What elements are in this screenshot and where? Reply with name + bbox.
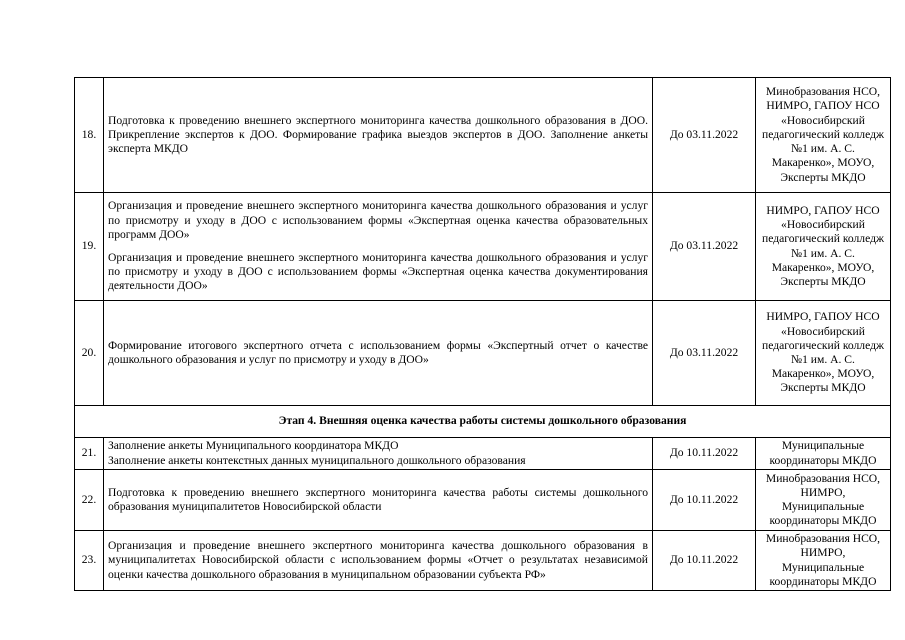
task-text: Организация и проведение внешнего экспертного мониторинга качества дошкольного образования в муниципалитетах Новосибирской области с использованием формы «Отчет о результатах независимой оценки качества дошкольного образования в муниципальном образовании субъекта РФ» [108, 539, 648, 581]
row-number: 21. [75, 438, 104, 470]
row-number: 18. [75, 78, 104, 193]
table-row [75, 301, 891, 406]
table-row [75, 531, 891, 591]
deadline-cell: До 03.11.2022 [653, 193, 756, 301]
task-text: Организация и проведение внешнего экспертного мониторинга качества дошкольного образования и услуг по присмотру и уходу в ДОО с использованием формы «Экспертная оценка качества образовательных программ ДОО» [108, 199, 648, 241]
table-row [75, 78, 891, 193]
task-text: Формирование итогового экспертного отчета с использованием формы «Экспертный отчет о качестве дошкольного образования и услуг по присмотру и уходу в ДОО» [108, 338, 648, 366]
responsible-cell: Минобразования НСО, НИМРО, ГАПОУ НСО «Новосибирский педагогический колледж №1 им. А. С. Макаренко», МОУО, Эксперты МКДО [756, 78, 891, 193]
row-number: 20. [75, 301, 104, 406]
task-cell [104, 78, 653, 193]
table-row [75, 193, 891, 301]
row-number: 19. [75, 193, 104, 301]
deadline-cell: До 03.11.2022 [653, 78, 756, 193]
task-cell [104, 193, 653, 301]
task-cell [104, 301, 653, 406]
responsible-cell: НИМРО, ГАПОУ НСО «Новосибирский педагогический колледж №1 им. А. С. Макаренко», МОУО, Эксперты МКДО [756, 193, 891, 301]
task-text: Заполнение анкеты Муниципального координатора МКДО [108, 439, 399, 453]
row-number: 23. [75, 531, 104, 591]
deadline-cell: До 10.11.2022 [653, 470, 756, 531]
deadline-cell: До 10.11.2022 [653, 531, 756, 591]
task-text: Подготовка к проведению внешнего экспертного мониторинга качества дошкольного образования в ДОО. Прикрепление экспертов к ДОО. Формирование графика выездов экспертов в ДОО. Заполнение анкеты эксперта МКДО [108, 113, 648, 156]
task-text: Подготовка к проведению внешнего экспертного мониторинга качества работы системы дошкольного образования муниципалитетов Новосибирской области [108, 485, 648, 513]
deadline-cell: До 10.11.2022 [653, 438, 756, 470]
responsible-cell: НИМРО, ГАПОУ НСО «Новосибирский педагогический колледж №1 им. А. С. Макаренко», МОУО, Эксперты МКДО [756, 301, 891, 406]
deadline-cell: До 03.11.2022 [653, 301, 756, 406]
table-row [75, 470, 891, 531]
table-row [75, 438, 891, 470]
responsible-cell: Минобразования НСО, НИМРО, Муниципальные координаторы МКДО [756, 470, 891, 531]
stage-title: Этап 4. Внешняя оценка качества работы системы дошкольного образования [75, 406, 891, 438]
task-cell [104, 438, 653, 470]
responsible-cell: Муниципальные координаторы МКДО [756, 438, 891, 470]
task-text: Заполнение анкеты контекстных данных муниципального дошкольного образования [108, 453, 526, 467]
stage-header-row [75, 406, 891, 438]
task-cell [104, 470, 653, 531]
schedule-table [74, 77, 891, 591]
task-cell [104, 531, 653, 591]
task-text: Организация и проведение внешнего экспертного мониторинга качества дошкольного образования и услуг по присмотру и уходу в ДОО с использованием формы «Экспертная оценка качества документирования деятельности ДОО» [108, 251, 648, 293]
row-number: 22. [75, 470, 104, 531]
responsible-cell: Минобразования НСО, НИМРО, Муниципальные координаторы МКДО [756, 531, 891, 591]
